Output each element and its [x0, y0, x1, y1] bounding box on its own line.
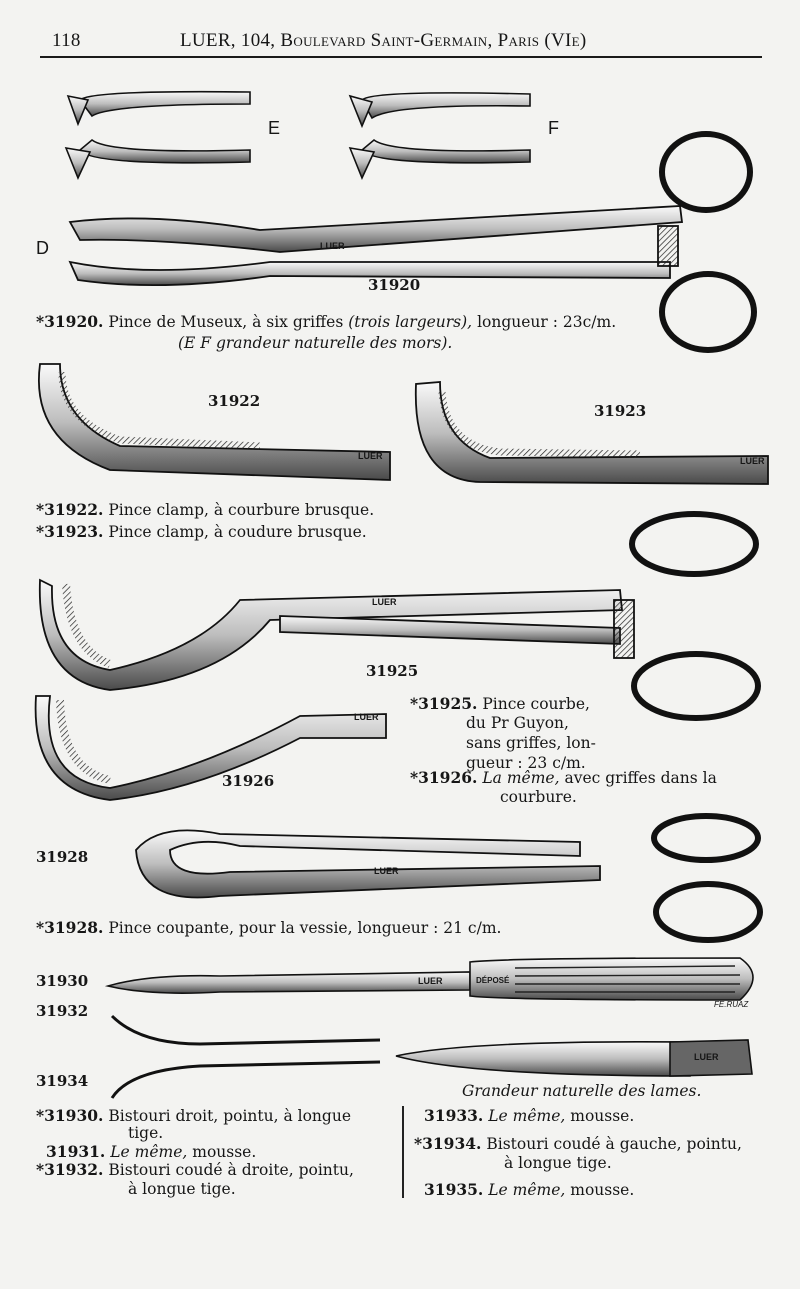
fig-number-31925: 31925 [366, 662, 419, 680]
item-text: mousse. [570, 1107, 635, 1125]
item-italic: (trois largeurs), [348, 313, 473, 331]
item-number: *31932. [36, 1160, 104, 1179]
item-number: *31926. [410, 768, 478, 787]
unit: c/m. [467, 919, 502, 937]
blade-31932 [112, 1016, 380, 1044]
item-number: *31934. [414, 1134, 482, 1153]
item-number: *31923. [36, 522, 104, 541]
lames-caption: Grandeur naturelle des lames. [462, 1082, 702, 1100]
caption-31920-line2: (E F grandeur naturelle des mors). [178, 334, 453, 352]
caption-31925 [410, 694, 590, 713]
jaw-detail-f [350, 93, 530, 178]
fig-number-31926: 31926 [222, 772, 275, 790]
caption-31928 [36, 918, 501, 937]
caption-31922 [36, 500, 374, 519]
brand-mark: LUER [694, 1052, 719, 1062]
item-italic: La même, [482, 769, 560, 787]
brand-mark: LUER [358, 451, 383, 461]
fig-number-31923: 31923 [594, 402, 647, 420]
forceps-31925 [40, 514, 758, 718]
brand-mark: LUER [372, 597, 397, 607]
caption-31925-line4: gueur : 23 c/m. [466, 754, 586, 772]
fig-number-31932: 31932 [36, 1002, 89, 1020]
entry-31934-cont: à longue tige. [504, 1154, 612, 1172]
item-number: *31922. [36, 500, 104, 519]
brand-mark: LUER [740, 456, 765, 466]
item-text: Bistouri coudé à droite, pointu, [108, 1161, 354, 1179]
item-italic: Le même, [488, 1107, 566, 1125]
brand-mark: LUER [320, 241, 345, 251]
item-text: mousse. [192, 1143, 257, 1161]
entry-31934 [414, 1134, 742, 1153]
blade-31934 [112, 1062, 380, 1098]
caption-31926 [410, 768, 717, 787]
label-f: F [548, 118, 559, 138]
item-number: 31931. [46, 1142, 106, 1161]
caption-31925-line3: sans griffes, lon- [466, 734, 596, 752]
item-text: Bistouri coudé à gauche, pointu, [486, 1135, 742, 1153]
entry-31930-cont: tige. [128, 1124, 164, 1142]
page-number: 118 [52, 30, 81, 51]
item-number: *31930. [36, 1106, 104, 1125]
item-number: *31925. [410, 694, 478, 713]
caption-31925-line2: du Pr Guyon, [466, 714, 569, 732]
fig-number-31920: 31920 [368, 276, 421, 294]
item-number: *31920. [36, 312, 104, 331]
depose-mark: DÉPOSÉ [476, 976, 510, 985]
label-e: E [268, 118, 281, 138]
item-number: 31935. [424, 1180, 484, 1199]
jaw-detail-e [66, 92, 250, 178]
fig-number-31934: 31934 [36, 1072, 89, 1090]
brand-mark: LUER [418, 976, 443, 986]
entry-31935 [424, 1180, 634, 1199]
clamp-31922 [39, 364, 390, 480]
brand-mark: LUER [374, 866, 399, 876]
item-text: Pince clamp, à courbure brusque. [108, 501, 375, 519]
clamp-31923 [416, 382, 768, 484]
column-divider [402, 1106, 404, 1198]
fig-number-31928: 31928 [36, 848, 89, 866]
caption-31923 [36, 522, 367, 541]
item-text: mousse. [570, 1181, 635, 1199]
running-title: LUER, 104, Boulevard Saint-Germain, Paris (VIe) [180, 30, 587, 51]
item-italic: Le même, [110, 1143, 188, 1161]
item-number: 31933. [424, 1106, 484, 1125]
item-italic: Le même, [488, 1181, 566, 1199]
caption-31926-line2: courbure. [500, 788, 577, 806]
entry-31932-cont: à longue tige. [128, 1180, 236, 1198]
item-length: longueur : 23 [477, 313, 583, 331]
item-text: avec griffes dans la [564, 769, 717, 787]
label-d: D [36, 238, 49, 258]
entry-31930 [36, 1106, 351, 1125]
item-text: Pince de Museux, à six griffes [108, 313, 344, 331]
item-number: *31928. [36, 918, 104, 937]
entry-31933 [424, 1106, 634, 1125]
item-text: Pince clamp, à coudure brusque. [108, 523, 367, 541]
unit: c/m. [582, 313, 617, 331]
fig-number-31930: 31930 [36, 972, 89, 990]
item-text: Pince coupante, pour la vessie, longueur : 21 [108, 919, 463, 937]
engraver-signature: FE.RUAZ [714, 1000, 749, 1009]
brand-mark: LUER [354, 712, 379, 722]
forceps-31926 [36, 696, 386, 800]
item-text: Pince courbe, [482, 695, 590, 713]
entry-31932 [36, 1160, 354, 1179]
entry-31931 [46, 1142, 256, 1161]
fig-number-31922: 31922 [208, 392, 261, 410]
caption-31920 [36, 312, 616, 331]
item-text: Bistouri droit, pointu, à longue [108, 1107, 351, 1125]
